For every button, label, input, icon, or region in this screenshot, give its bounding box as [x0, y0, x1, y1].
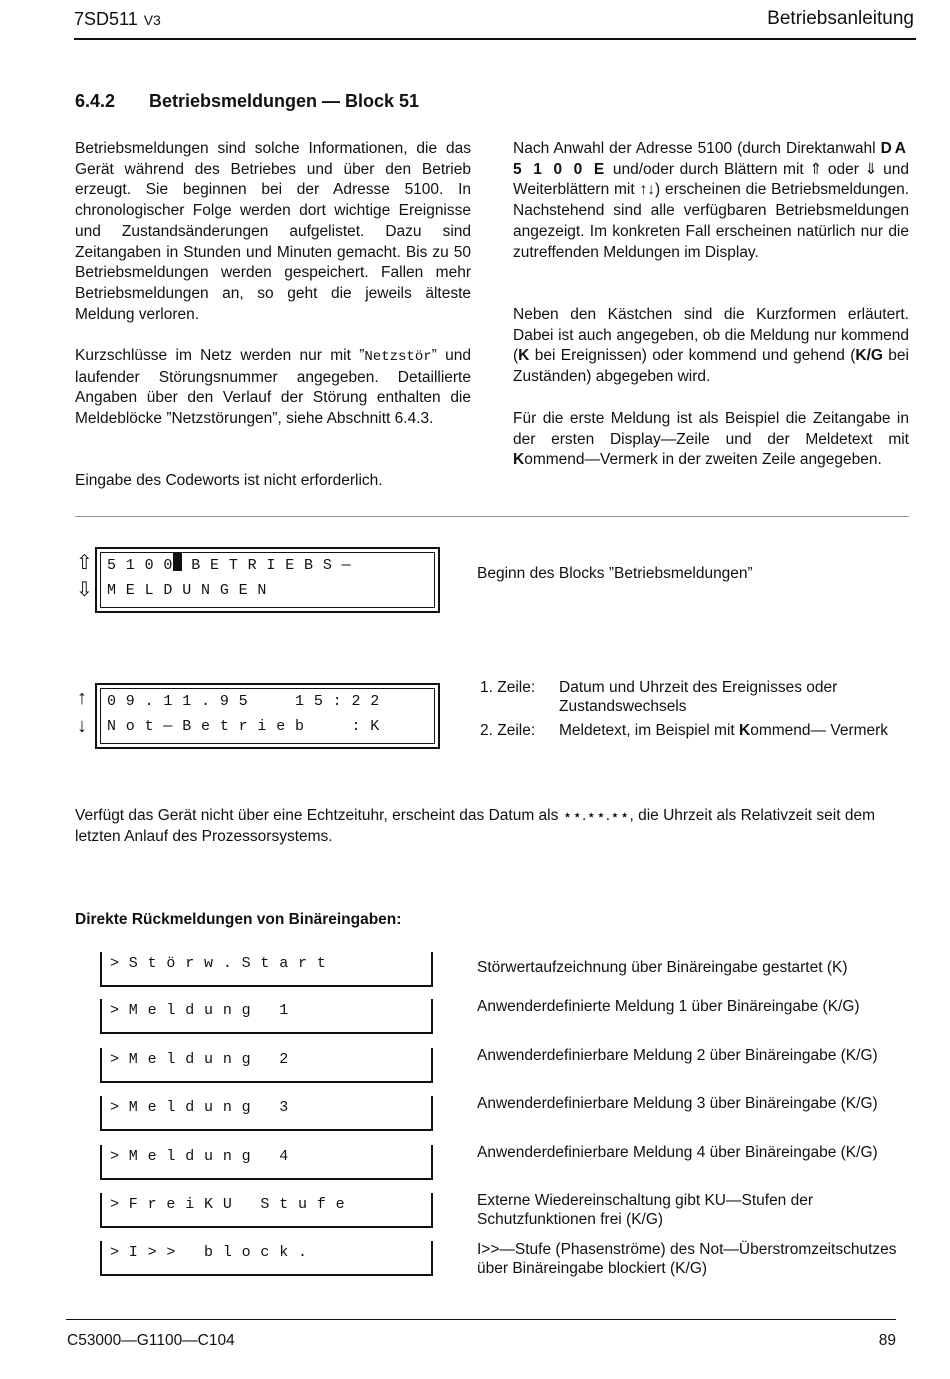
rp3-k: K	[513, 451, 525, 469]
binary-message-description: Anwenderdefinierbare Meldung 3 über Binäreingabe (K/G)	[477, 1095, 878, 1112]
section-heading: Betriebsmeldungen — Block 51	[149, 91, 420, 111]
binary-message-description: Anwenderdefinierbare Meldung 2 über Binäreingabe (K/G)	[477, 1047, 878, 1064]
arrow-down-icon: ↓	[77, 715, 87, 737]
binary-message-display: > M e l d u n g 2	[100, 1048, 433, 1083]
display-line-1	[107, 553, 434, 578]
section-title	[75, 91, 419, 112]
footer-doc-number: C53000—G1100—C104	[67, 1332, 235, 1349]
binary-message-display: > S t ö r w . S t a r t	[100, 952, 433, 987]
binary-heading: Direkte Rückmeldungen von Binäreingaben:	[75, 911, 402, 928]
line-text-b: ommend— Vermerk	[750, 722, 889, 739]
display-screen	[100, 688, 435, 744]
binary-message-display: > M e l d u n g 3	[100, 1096, 433, 1131]
p2-code: Netzstör	[364, 349, 432, 365]
binary-message-description: I>>—Stufe (Phasenströme) des Not—Überstromzeitschutzes über Binäreingabe blockiert (K/G)	[477, 1241, 897, 1277]
device-name: 7SD511	[74, 9, 138, 29]
left-paragraph-3: Eingabe des Codeworts ist nicht erforderlich.	[75, 472, 383, 489]
rp1-text-b: und/oder durch Blättern mit ⇑ oder ⇓ und Weiterblättern mit ↑↓) erscheinen die Betriebsmeldungen. Nachstehend sind alle verfügbaren Betriebsmeldungen angezeigt. Im konkreten Fall erscheinen natürlich nur die zutreffenden Meldungen im Display.	[513, 160, 909, 261]
line-text: Datum und Uhrzeit des Ereignisses oder Zustandswechsels	[559, 679, 838, 715]
display-address: 5 1 0 0	[107, 557, 173, 574]
page-number: 89	[878, 1332, 896, 1349]
binary-message-description: Anwenderdefinierbare Meldung 4 über Binäreingabe (K/G)	[477, 1144, 878, 1161]
line-label: 1. Zeile:	[480, 679, 536, 696]
right-paragraph-1	[513, 139, 909, 263]
display1-description: Beginn des Blocks ”Betriebsmeldungen”	[477, 565, 753, 582]
display-screen	[100, 552, 435, 608]
display-line-2: M E L D U N G E N	[107, 582, 267, 599]
double-arrow-up-icon: ⇧	[76, 552, 93, 574]
binary-message-display: > M e l d u n g 1	[100, 999, 433, 1034]
section-number: 6.4.2	[75, 91, 116, 111]
left-paragraph-2	[75, 346, 471, 430]
rp2-k: K	[518, 347, 530, 365]
rp2-kg: K/G	[855, 347, 883, 365]
line-text	[559, 722, 889, 741]
display-block-header	[95, 547, 440, 613]
right-paragraph-3	[513, 409, 909, 471]
binary-message-display: > M e l d u n g 4	[100, 1145, 433, 1180]
line-label: 2. Zeile:	[480, 722, 536, 739]
display-line-2: N o t — B e t r i e b : K	[107, 718, 380, 735]
rp2-text-c: bei Zuständen) abgegeben wird.	[513, 347, 909, 386]
rp1-text-a: Nach Anwahl der Adresse 5100 (durch Direktanwahl	[513, 140, 881, 157]
p2-text-b: ” und laufender Störungsnummer angegeben. Detaillierte Angaben über den Verlauf der Störung enthalten die Meldeblöcke ”Netzstörungen”, siehe Abschnitt 6.4.3.	[75, 347, 471, 428]
binary-message-description: Störwertaufzeichnung über Binäreingabe gestartet (K)	[477, 959, 848, 976]
line-explanation-2	[480, 722, 910, 762]
arrow-up-icon: ↑	[77, 687, 87, 709]
header-manual-title: Betriebsanleitung	[767, 8, 914, 29]
rp1-code: DA 5 1 0 0 E	[513, 140, 909, 178]
device-version: V3	[143, 12, 161, 28]
footer-rule	[66, 1319, 896, 1320]
rp3-text-b: ommend—Vermerk in der zweiten Zeile angegeben.	[524, 451, 882, 469]
section-divider	[75, 516, 909, 517]
left-paragraph-1: Betriebsmeldungen sind solche Informationen, die das Gerät während des Betriebes und über den Betrieb erzeugt. Sie beginnen bei der Adresse 5100. In chronologischer Folge werden dort wichtige Ereignisse und Zustandsänderungen aufgelistet. Dazu sind Zeitangaben in Stunden und Minuten gemacht. Bis zu 50 Betriebsmeldungen werden gespeichert. Fallen mehr Betriebsmeldungen an, so geht die jeweils älteste Meldung verloren.	[75, 140, 471, 323]
binary-message-description: Externe Wiedereinschaltung gibt KU—Stufen der Schutzfunktionen frei (K/G)	[477, 1192, 814, 1228]
p2-text-a: Kurzschlüsse im Netz werden nur mit ”	[75, 347, 365, 364]
binary-message-display: > I > > b l o c k .	[100, 1241, 433, 1276]
line-text-k: K	[739, 722, 751, 739]
line-text-a: Meldetext, im Beispiel mit	[559, 722, 740, 739]
cursor-block	[173, 553, 182, 571]
binary-message-display: > F r e i K U S t u f e	[100, 1193, 433, 1228]
display-line-1: 0 9 . 1 1 . 9 5 1 5 : 2 2	[107, 693, 380, 710]
binary-message-description: Anwenderdefinierte Meldung 1 über Binäreingabe (K/G)	[477, 998, 860, 1015]
right-paragraph-2	[513, 305, 909, 388]
header-rule	[74, 38, 916, 40]
rp2-text-a: Neben den Kästchen sind die Kurzformen erläutert. Dabei ist auch angegeben, ob die Meldung nur kommend (	[513, 306, 909, 365]
realtime-clock-note: Verfügt das Gerät nicht über eine Echtzeituhr, erscheint das Datum als ⋆⋆.⋆⋆.⋆⋆, die Uhrzeit als Relativzeit seit dem letzten Anlauf des Prozessorsystems.	[75, 807, 875, 845]
double-arrow-down-icon: ⇩	[76, 579, 93, 601]
display-block-title: B E T R I E B S —	[181, 557, 352, 574]
display-example-message	[95, 683, 440, 749]
rp2-text-b: bei Ereignissen) oder kommend und gehend (	[529, 347, 856, 365]
header-device	[74, 9, 161, 30]
rp3-text-a: Für die erste Meldung ist als Beispiel die Zeitangabe in der ersten Display—Zeile und der Meldetext mit	[513, 410, 909, 448]
line-explanation-1	[480, 679, 910, 719]
